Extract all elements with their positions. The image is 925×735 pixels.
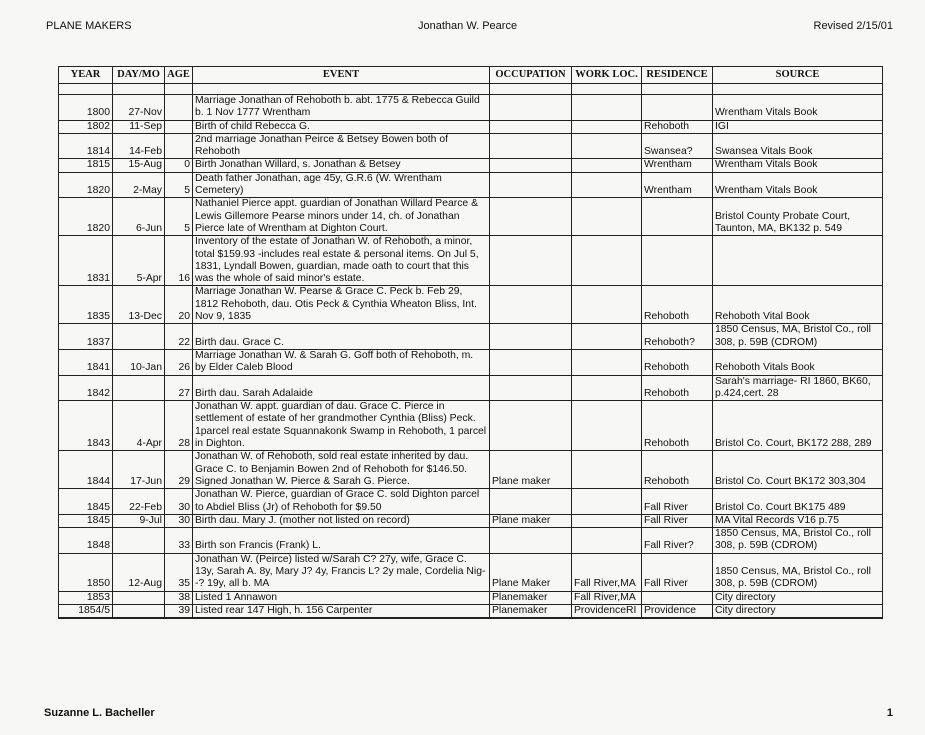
cell-day-month	[113, 591, 165, 604]
table-row	[59, 172, 883, 198]
cell-occupation	[490, 528, 572, 554]
cell-event: Birth dau. Sarah Adalaide	[193, 375, 490, 401]
cell-age: 5	[165, 198, 193, 236]
cell-occupation: Plane maker	[490, 514, 572, 527]
cell-work-location	[572, 198, 642, 236]
cell-occupation	[490, 198, 572, 236]
cell-day-month: 13-Dec	[113, 286, 165, 324]
doc-header-revised: Revised 2/15/01	[813, 20, 893, 32]
cell-age: 20	[165, 286, 193, 324]
cell-day-month: 27-Nov	[113, 95, 165, 121]
doc-footer-author: Suzanne L. Bacheller	[44, 707, 155, 719]
cell-year: 1845	[59, 514, 113, 527]
cell-occupation	[490, 95, 572, 121]
cell-day-month	[113, 375, 165, 401]
cell-occupation	[490, 120, 572, 133]
cell-occupation	[490, 133, 572, 159]
cell-residence: Wrentham	[642, 172, 713, 198]
cell-source: 1850 Census, MA, Bristol Co., roll 308, p. 59B (CDROM)	[713, 553, 883, 591]
cell-age: 35	[165, 553, 193, 591]
cell-age: 0	[165, 159, 193, 172]
cell-work-location	[572, 133, 642, 159]
cell-work-location	[572, 451, 642, 489]
cell-residence	[642, 591, 713, 604]
col-header-residence: RESIDENCE	[642, 67, 713, 84]
cell-event: 2nd marriage Jonathan Peirce & Betsey Bowen both of Rehoboth	[193, 133, 490, 159]
cell-year: 1848	[59, 528, 113, 554]
cell-age: 27	[165, 375, 193, 401]
table-row	[59, 375, 883, 401]
cell-source: Rehoboth Vital Book	[713, 286, 883, 324]
cell-residence: Rehoboth?	[642, 324, 713, 350]
cell-age: 22	[165, 324, 193, 350]
cell-occupation	[490, 375, 572, 401]
cell-source: Sarah's marriage- RI 1860, BK60, p.424,cert. 28	[713, 375, 883, 401]
blank-cell	[642, 84, 713, 95]
cell-source: Swansea Vitals Book	[713, 133, 883, 159]
blank-cell	[713, 84, 883, 95]
blank-cell	[59, 84, 113, 95]
cell-age: 16	[165, 236, 193, 286]
cell-work-location	[572, 514, 642, 527]
cell-age: 29	[165, 451, 193, 489]
cell-age: 30	[165, 489, 193, 515]
table-row	[59, 489, 883, 515]
cell-age: 30	[165, 514, 193, 527]
cell-work-location	[572, 401, 642, 451]
cell-work-location	[572, 375, 642, 401]
cell-source: City directory	[713, 591, 883, 604]
cell-work-location	[572, 95, 642, 121]
cell-age: 38	[165, 591, 193, 604]
cell-occupation: Plane Maker	[490, 553, 572, 591]
cell-day-month	[113, 528, 165, 554]
cell-residence: Rehoboth	[642, 451, 713, 489]
cell-work-location	[572, 528, 642, 554]
cell-source: 1850 Census, MA, Bristol Co., roll 308, p. 59B (CDROM)	[713, 528, 883, 554]
table-row	[59, 286, 883, 324]
cell-residence: Fall River	[642, 553, 713, 591]
cell-day-month: 11-Sep	[113, 120, 165, 133]
cell-year: 1814	[59, 133, 113, 159]
cell-year: 1850	[59, 553, 113, 591]
cell-work-location	[572, 120, 642, 133]
table-header-row	[59, 67, 883, 84]
col-header-event: EVENT	[193, 67, 490, 84]
cell-residence: Swansea?	[642, 133, 713, 159]
cell-residence: Rehoboth	[642, 375, 713, 401]
cell-day-month: 10-Jan	[113, 349, 165, 375]
cell-event: Marriage Jonathan W. & Sarah G. Goff both of Rehoboth, m. by Elder Caleb Blood	[193, 349, 490, 375]
cell-work-location: ProvidenceRI	[572, 604, 642, 618]
cell-year: 1841	[59, 349, 113, 375]
cell-year: 1843	[59, 401, 113, 451]
cell-event: Jonathan W. of Rehoboth, sold real estate inherited by dau. Grace C. to Benjamin Bowen 2nd of Rehoboth for $146.50. Signed Jonathan W. Pierce & Sarah G. Pierce.	[193, 451, 490, 489]
cell-year: 1831	[59, 236, 113, 286]
cell-age: 26	[165, 349, 193, 375]
cell-residence: Wrentham	[642, 159, 713, 172]
cell-day-month	[113, 604, 165, 618]
cell-source: Bristol Co. Court, BK172 288, 289	[713, 401, 883, 451]
cell-age: 33	[165, 528, 193, 554]
cell-age	[165, 120, 193, 133]
cell-occupation	[490, 159, 572, 172]
cell-event: Jonathan W. appt. guardian of dau. Grace C. Pierce in settlement of estate of her grandmother Cynthia (Bliss) Peck. 1parcel real estate Squannakonk Swamp in Rehoboth, 1 parcel in Dighton.	[193, 401, 490, 451]
cell-day-month: 2-May	[113, 172, 165, 198]
col-header-occupation: OCCUPATION	[490, 67, 572, 84]
cell-year: 1802	[59, 120, 113, 133]
cell-year: 1854/5	[59, 604, 113, 618]
cell-occupation	[490, 349, 572, 375]
cell-work-location	[572, 489, 642, 515]
cell-day-month: 4-Apr	[113, 401, 165, 451]
cell-year: 1835	[59, 286, 113, 324]
blank-cell	[113, 84, 165, 95]
cell-source	[713, 236, 883, 286]
cell-occupation: Planemaker	[490, 604, 572, 618]
cell-residence: Rehoboth	[642, 120, 713, 133]
cell-residence: Fall River	[642, 514, 713, 527]
table-row	[59, 159, 883, 172]
table-row	[59, 528, 883, 554]
table-row	[59, 553, 883, 591]
cell-day-month: 15-Aug	[113, 159, 165, 172]
cell-source: MA Vital Records V16 p.75	[713, 514, 883, 527]
cell-year: 1820	[59, 172, 113, 198]
cell-year: 1842	[59, 375, 113, 401]
cell-work-location	[572, 324, 642, 350]
cell-event: Birth dau. Mary J. (mother not listed on record)	[193, 514, 490, 527]
table-row	[59, 324, 883, 350]
cell-residence: Rehoboth	[642, 349, 713, 375]
cell-event: Birth dau. Grace C.	[193, 324, 490, 350]
blank-cell	[193, 84, 490, 95]
blank-cell	[165, 84, 193, 95]
cell-year: 1815	[59, 159, 113, 172]
cell-work-location: Fall River,MA	[572, 591, 642, 604]
cell-source: 1850 Census, MA, Bristol Co., roll 308, p. 59B (CDROM)	[713, 324, 883, 350]
blank-row	[59, 84, 883, 95]
cell-residence: Fall River?	[642, 528, 713, 554]
cell-event: Marriage Jonathan of Rehoboth b. abt. 1775 & Rebecca Guild b. 1 Nov 1777 Wrentham	[193, 95, 490, 121]
cell-age: 39	[165, 604, 193, 618]
cell-event: Birth Jonathan Willard, s. Jonathan & Betsey	[193, 159, 490, 172]
cell-source: Wrentham Vitals Book	[713, 159, 883, 172]
cell-residence	[642, 198, 713, 236]
cell-event: Jonathan W. (Peirce) listed w/Sarah C? 27y, wife, Grace C. 13y, Sarah A. 8y, Mary J? 4y, Francis L? 2y male, Cordelia Nig--? 19y, all b. MA	[193, 553, 490, 591]
blank-cell	[572, 84, 642, 95]
cell-source: IGI	[713, 120, 883, 133]
cell-event: Birth of child Rebecca G.	[193, 120, 490, 133]
table-row	[59, 604, 883, 618]
table-row	[59, 133, 883, 159]
table-row	[59, 349, 883, 375]
cell-age	[165, 133, 193, 159]
cell-source: City directory	[713, 604, 883, 618]
cell-occupation	[490, 401, 572, 451]
col-header-source: SOURCE	[713, 67, 883, 84]
col-header-year: YEAR	[59, 67, 113, 84]
cell-residence: Rehoboth	[642, 401, 713, 451]
cell-occupation: Plane maker	[490, 451, 572, 489]
cell-occupation	[490, 172, 572, 198]
cell-occupation	[490, 489, 572, 515]
cell-source: Bristol County Probate Court, Taunton, MA, BK132 p. 549	[713, 198, 883, 236]
table-row	[59, 514, 883, 527]
cell-work-location	[572, 159, 642, 172]
cell-event: Listed 1 Annawon	[193, 591, 490, 604]
cell-day-month: 17-Jun	[113, 451, 165, 489]
cell-residence: Rehoboth	[642, 286, 713, 324]
blank-cell	[490, 84, 572, 95]
table-row	[59, 591, 883, 604]
table-row	[59, 120, 883, 133]
cell-work-location: Fall River,MA	[572, 553, 642, 591]
cell-occupation	[490, 324, 572, 350]
table-row	[59, 95, 883, 121]
table-row	[59, 236, 883, 286]
cell-age: 5	[165, 172, 193, 198]
cell-residence	[642, 95, 713, 121]
cell-year: 1845	[59, 489, 113, 515]
cell-year: 1800	[59, 95, 113, 121]
cell-day-month	[113, 324, 165, 350]
cell-event: Listed rear 147 High, h. 156 Carpenter	[193, 604, 490, 618]
cell-work-location	[572, 236, 642, 286]
cell-residence: Fall River	[642, 489, 713, 515]
cell-event: Birth son Francis (Frank) L.	[193, 528, 490, 554]
doc-header-left: PLANE MAKERS	[46, 20, 132, 32]
cell-age: 28	[165, 401, 193, 451]
cell-work-location	[572, 286, 642, 324]
cell-event: Marriage Jonathan W. Pearse & Grace C. Peck b. Feb 29, 1812 Rehoboth, dau. Otis Peck & Cynthia Wheaton Bliss, Int. Nov 9, 1835	[193, 286, 490, 324]
cell-residence: Providence	[642, 604, 713, 618]
table-row	[59, 198, 883, 236]
cell-residence	[642, 236, 713, 286]
cell-source: Wrentham Vitals Book	[713, 172, 883, 198]
cell-source: Bristol Co. Court BK175 489	[713, 489, 883, 515]
cell-event: Death father Jonathan, age 45y, G.R.6 (W. Wrentham Cemetery)	[193, 172, 490, 198]
cell-event: Inventory of the estate of Jonathan W. of Rehoboth, a minor, total $159.93 -includes real estate & personal items. On Jul 5, 1831, Lyndall Bowen, guardian, made oath to court that this was the whole of said minor's estate.	[193, 236, 490, 286]
cell-year: 1837	[59, 324, 113, 350]
cell-day-month: 14-Feb	[113, 133, 165, 159]
col-header-work-loc: WORK LOC.	[572, 67, 642, 84]
cell-day-month: 5-Apr	[113, 236, 165, 286]
cell-year: 1853	[59, 591, 113, 604]
col-header-age: AGE	[165, 67, 193, 84]
col-header-daymo: DAY/MO	[113, 67, 165, 84]
cell-day-month: 9-Jul	[113, 514, 165, 527]
cell-work-location	[572, 349, 642, 375]
cell-year: 1844	[59, 451, 113, 489]
cell-source: Wrentham Vitals Book	[713, 95, 883, 121]
cell-age	[165, 95, 193, 121]
cell-occupation	[490, 286, 572, 324]
cell-source: Rehoboth Vitals Book	[713, 349, 883, 375]
table-row	[59, 451, 883, 489]
cell-event: Nathaniel Pierce appt. guardian of Jonathan Willard Pearce & Lewis Gillemore Pearse minors under 14, ch. of Jonathan Pierce late of Wrentham at Dighton Court.	[193, 198, 490, 236]
cell-work-location	[572, 172, 642, 198]
doc-header-title: Jonathan W. Pearce	[418, 20, 518, 32]
table-row	[59, 401, 883, 451]
cell-source: Bristol Co. Court BK172 303,304	[713, 451, 883, 489]
genealogy-table	[58, 66, 883, 619]
cell-year: 1820	[59, 198, 113, 236]
cell-day-month: 12-Aug	[113, 553, 165, 591]
cell-event: Jonathan W. Pierce, guardian of Grace C. sold Dighton parcel to Abdiel Bliss (Jr) of Rehoboth for $9.50	[193, 489, 490, 515]
cell-day-month: 6-Jun	[113, 198, 165, 236]
doc-footer-page-number: 1	[886, 707, 893, 719]
cell-occupation	[490, 236, 572, 286]
cell-day-month: 22-Feb	[113, 489, 165, 515]
cell-occupation: Planemaker	[490, 591, 572, 604]
